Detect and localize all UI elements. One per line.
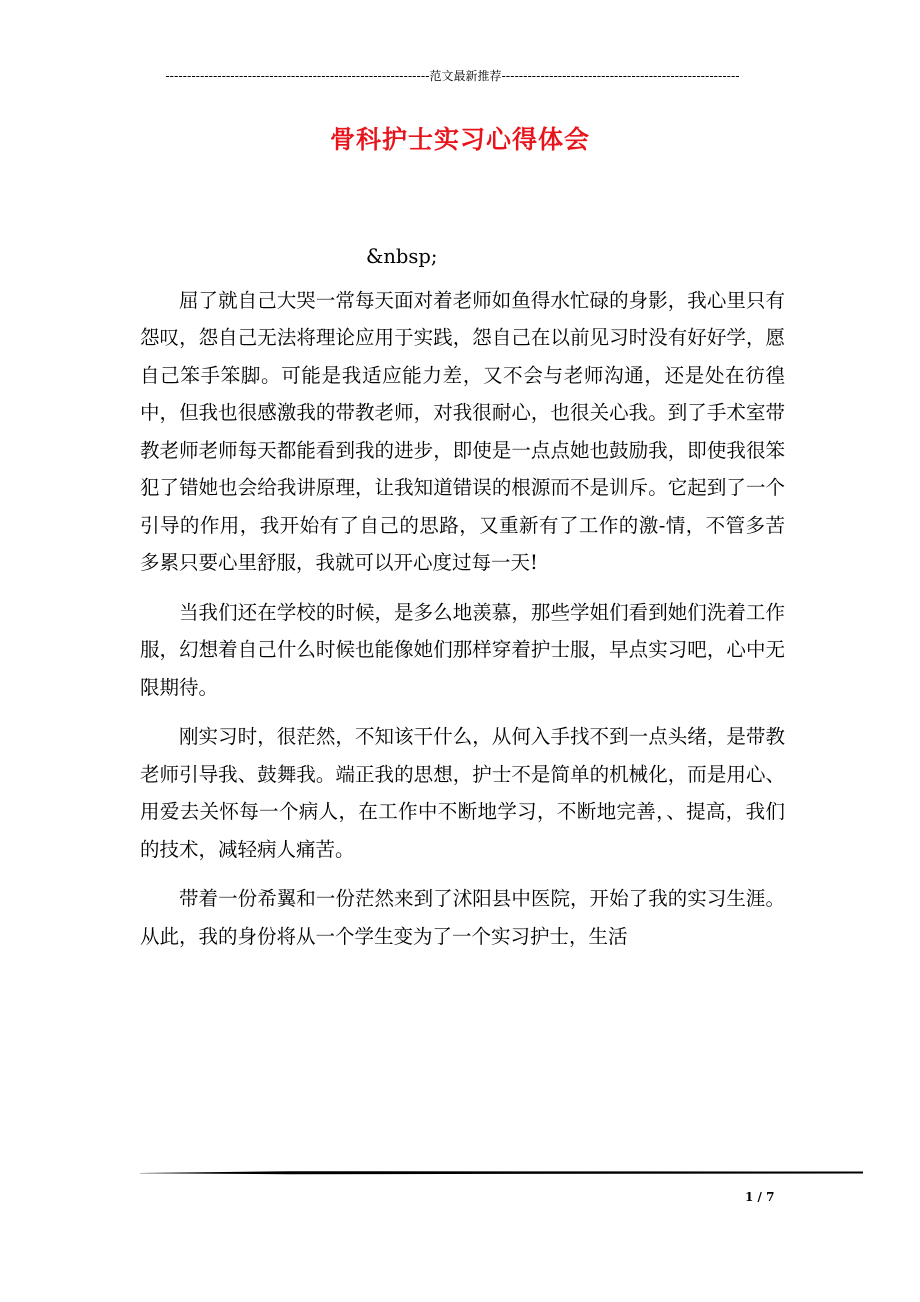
body-paragraph: 带着一份希翼和一份茫然来到了沭阳县中医院，开始了我的实习生涯。从此，我的身份将从一个学生变为了一个实习护士，生活 [140,887,785,948]
page-number: 1 / 7 [745,1190,775,1204]
document-title: 骨科护士实习心得体会 [329,125,590,154]
document-body [140,238,785,967]
footer-rule [140,1170,863,1175]
body-paragraph: 屈了就自己大哭一常每天面对着老师如鱼得水忙碌的身影，我心里只有怨叹，怨自己无法将理论应用于实践，怨自己在以前见习时没有好好学，愿自己笨手笨脚。可能是我适应能力差，又不会与老师沟通，还是处在彷徨中，但我也很感激我的带教老师，对我很耐心，也很关心我。到了手术室带教老师老师每天都能看到我的进步，即使是一点点她也鼓励我，即使我很笨犯了错她也会给我讲原理，让我知道错误的根源而不是训斥。它起到了一个引导的作用，我开始有了自己的思路，又重新有了工作的激-情，不管多苦多累只要心里舒服，我就可以开心度过每一天! [140,288,785,574]
body-paragraph: 刚实习时，很茫然，不知该干什么，从何入手找不到一点头绪，是带教老师引导我、鼓舞我。端正我的思想，护士不是简单的机械化，而是用心、用爱去关怀每一个病人，在工作中不断地学习，不断地完善，、提高，我们的技术，减轻病人痛苦。 [140,725,785,861]
body-paragraph-nbsp: &nbsp; [366,245,438,268]
header-banner: -------------------------------------------------------------范文最新推荐------------------------------------------------------- [165,69,740,83]
body-paragraph: 当我们还在学校的时候，是多么地羡慕，那些学姐们看到她们洗着工作服，幻想着自己什么时候也能像她们那样穿着护士服，早点实习吧，心中无限期待。 [140,600,785,699]
